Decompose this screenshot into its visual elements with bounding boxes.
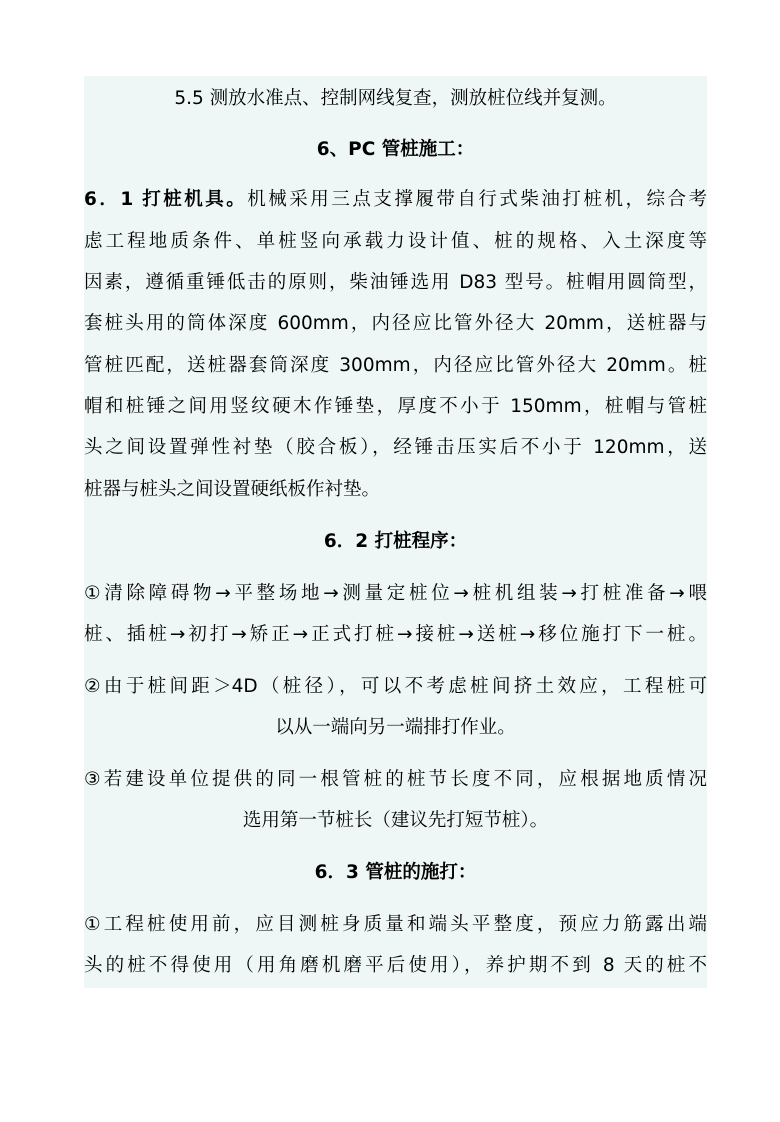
section-6-1-line-1-text: 机械采用三点支撑履带自行式柴油打桩机，综合考 <box>247 189 707 210</box>
section-6-1-line-1 <box>84 185 707 215</box>
section-6-1-line-4: 套桩头用的筒体深度 600mm，内径应比管外径大 20mm，送桩器与 <box>84 313 707 334</box>
section-6-1-line-8: 桩器与桩头之间设置硬纸板作衬垫。 <box>84 479 381 500</box>
heading-6-3: 6．3 管桩的施打： <box>314 862 477 883</box>
section-6-1-line-7: 头之间设置弹性衬垫（胶合板），经锤击压实后不小于 120mm，送 <box>84 437 707 458</box>
document-body <box>84 76 707 988</box>
section-6-2-item-1-line-1: ①清除障碍物→平整场地→测量定桩位→桩机组装→打桩准备→喂 <box>84 583 707 604</box>
section-6-1-line-2: 虑工程地质条件、单桩竖向承载力设计值、桩的规格、入土深度等 <box>84 231 707 252</box>
section-6-2-item-3-line-1: ③若建设单位提供的同一根管桩的桩节长度不同，应根据地质情况 <box>84 769 707 790</box>
heading-6-2: 6．2 打桩程序： <box>323 531 468 552</box>
section-6-3-item-1-line-1: ①工程桩使用前，应目测桩身质量和端头平整度，预应力筋露出端 <box>84 914 707 935</box>
section-6-2-item-1-line-2: 桩、插桩→初打→矫正→正式打桩→接桩→送桩→移位施打下一桩。 <box>84 624 707 645</box>
section-5-5-text: 5.5 测放水准点、控制网线复查，测放桩位线并复测。 <box>174 88 617 109</box>
section-6-2-item-2-line-2: 以从一端向另一端排打作业。 <box>275 717 516 738</box>
heading-6: 6、PC 管桩施工： <box>316 139 475 160</box>
section-6-3-item-1-line-2: 头的桩不得使用（用角磨机磨平后使用），养护期不到 8 天的桩不 <box>84 955 707 976</box>
section-6-2-item-3-line-2: 选用第一节桩长（建议先打短节桩）。 <box>242 810 549 831</box>
section-6-1-line-6: 帽和桩锤之间用竖纹硬木作锤垫，厚度不小于 150mm，桩帽与管桩 <box>84 396 707 417</box>
section-6-1-lead: 6．1 打桩机具。 <box>84 189 248 210</box>
section-6-1-line-5: 管桩匹配，送桩器套筒深度 300mm，内径应比管外径大 20mm。桩 <box>84 355 707 376</box>
section-6-2-item-2-line-1: ②由于桩间距＞4D（桩径），可以不考虑桩间挤土效应，工程桩可 <box>84 676 707 697</box>
section-6-1-line-3: 因素，遵循重锤低击的原则，柴油锤选用 D83 型号。桩帽用圆筒型， <box>84 272 707 293</box>
